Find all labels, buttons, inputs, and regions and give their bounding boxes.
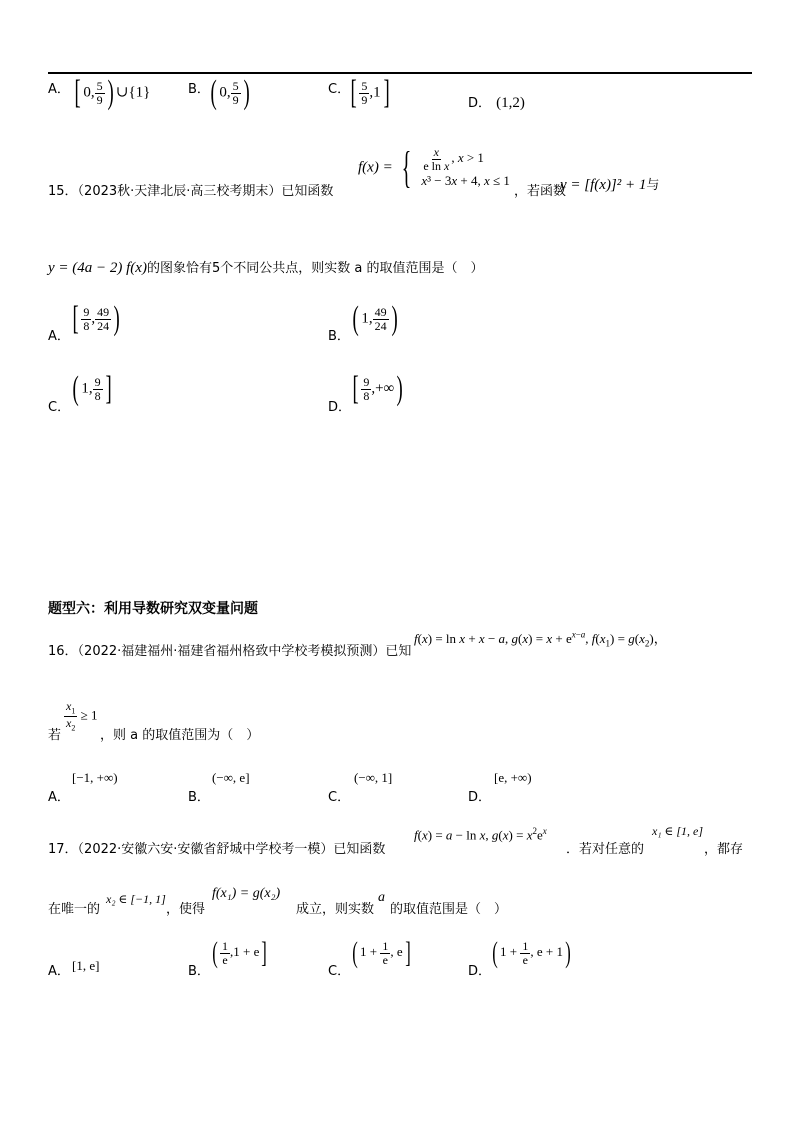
q15-line2 (48, 257, 483, 277)
q17-line2d (390, 898, 507, 917)
q15-option-a: [ $\frac{9}{8}$ , $\frac{49}{24}$ ) (72, 300, 120, 337)
q15-option-b-label: B． (328, 329, 350, 344)
question-source: （2022·福建福州·福建省福州格致中学校考模拟预测）已知 (77, 644, 412, 659)
q14-c-render: [ $\frac{5}{9}$ ,1] (350, 74, 390, 111)
q16-line2 (48, 724, 61, 743)
q15-option-d-label: D． (328, 400, 352, 415)
q17-line2 (48, 898, 100, 917)
q17-line2b (166, 898, 205, 917)
q15-mid (514, 180, 566, 199)
function-expression: y = [f(x)]² + 1 (560, 177, 647, 193)
connector-text: ， (653, 632, 667, 647)
question-text: 的取值范围是（ ） (390, 902, 508, 917)
q16-ratio: $\frac{x_1}{x_2}$ ≥ 1 (66, 699, 98, 733)
option-label: A． (48, 82, 70, 97)
q14-option-c (328, 78, 350, 97)
q17-option-c-label: C． (328, 964, 351, 979)
function-expression: y = (4a − 2) f(x) (48, 260, 147, 276)
question-text: 的图象恰有5个不同公共点，则实数 a 的取值范围是（ ） (146, 261, 484, 276)
q16-formula: f(x) = ln x + x − a, $g(x) = x + e^{x-a}$, $f(x_1) = g(x_2)$， (414, 629, 667, 649)
question-source: （2023秋·天津北辰·高三校考期末）已知函数 (77, 184, 334, 199)
q17-equation: f(x₁) = g(x₂) (212, 886, 281, 901)
connector-text: ．若对任意的 (566, 842, 645, 857)
option-label: B． (188, 82, 210, 97)
connector-text: ，都存 (704, 842, 744, 857)
connector-text: ，使得 (166, 902, 206, 917)
q17-option-a-label: A． (48, 964, 70, 979)
top-rule (48, 72, 752, 74)
q16-option-a: [−1, +∞) (72, 770, 118, 785)
q16-option-b: (−∞, e] (212, 770, 250, 785)
q15-line1 (48, 180, 333, 199)
q14-b-render: ( 0, $\frac{5}{9}$ ) (210, 74, 250, 111)
q15-option-b: ( 1, $\frac{49}{24}$ ) (352, 300, 398, 337)
q17-option-c: ( 1 + $\frac{1}{e}$ , e] (352, 936, 411, 969)
q16-option-d: [e, +∞) (494, 770, 532, 785)
connector-text: 在唯一的 (48, 902, 101, 917)
question-number: 15． (48, 184, 78, 199)
q17-tail (704, 838, 743, 857)
option-label: C． (328, 82, 351, 97)
q14-a-render: [ 0, $\frac{5}{9}$ ) ∪{1} (74, 74, 151, 111)
q16-option-c: (−∞, 1] (354, 770, 393, 785)
question-text: ，则 a 的取值范围为（ ） (100, 728, 260, 743)
connector-text: 与 (646, 178, 660, 193)
q17-option-a: [1, e] (72, 958, 100, 973)
q17-option-b: ( $\frac{1}{e}$ ,1 + e] (212, 936, 268, 969)
q16-line2-text (100, 724, 259, 743)
q17-option-b-label: B． (188, 964, 210, 979)
question-number: 16． (48, 644, 78, 659)
q17-x2-range: x₂ ∈ [−1, 1] (106, 892, 166, 906)
q16-option-b-label: B． (188, 790, 210, 805)
q14-option-a (48, 78, 70, 97)
q15-option-a-label: A． (48, 329, 70, 344)
option-label: D． (468, 96, 492, 111)
connector-text: 若 (48, 728, 62, 743)
q17-line2c (296, 898, 374, 917)
section-heading: 题型六：利用导数研究双变量问题 (48, 601, 258, 617)
q16-line1 (48, 640, 411, 659)
question-number: 17． (48, 842, 78, 857)
option-math: (1,2) (496, 95, 525, 111)
q15-piecewise: f(x) = { $\frac{x}{\text{e ln x}}$ , x > 1 x³ − 3x + 4, x ≤ 1 (358, 143, 510, 192)
q17-mid (566, 838, 644, 857)
q17-x1-range: x₁ ∈ [1, e] (652, 824, 704, 838)
question-source: （2022·安徽六安·安徽省舒城中学校考一模）已知函数 (77, 842, 386, 857)
q17-variable-a: a (378, 890, 385, 905)
q14-option-b (188, 78, 210, 97)
q15-option-d: [ $\frac{9}{8}$ ,+∞) (352, 370, 404, 407)
q17-option-d-label: D． (468, 964, 492, 979)
q17-formula: f(x) = a − ln x, $g(x) = x^2e^x$ (414, 826, 547, 843)
q16-option-c-label: C． (328, 790, 351, 805)
q16-option-a-label: A． (48, 790, 70, 805)
q17-option-d: ( 1 + $\frac{1}{e}$ , e + 1) (492, 936, 571, 969)
q15-func2 (560, 174, 659, 194)
connector-text: 成立，则实数 (296, 902, 375, 917)
q15-option-c: ( 1, $\frac{9}{8}$ ] (72, 370, 112, 407)
q16-option-d-label: D． (468, 790, 492, 805)
q15-option-c-label: C． (48, 400, 71, 415)
q14-option-d (468, 92, 525, 112)
func-lhs: f(x) = (358, 159, 393, 176)
connector-text: ，若函数 (514, 184, 567, 199)
q17-line1 (48, 838, 385, 857)
